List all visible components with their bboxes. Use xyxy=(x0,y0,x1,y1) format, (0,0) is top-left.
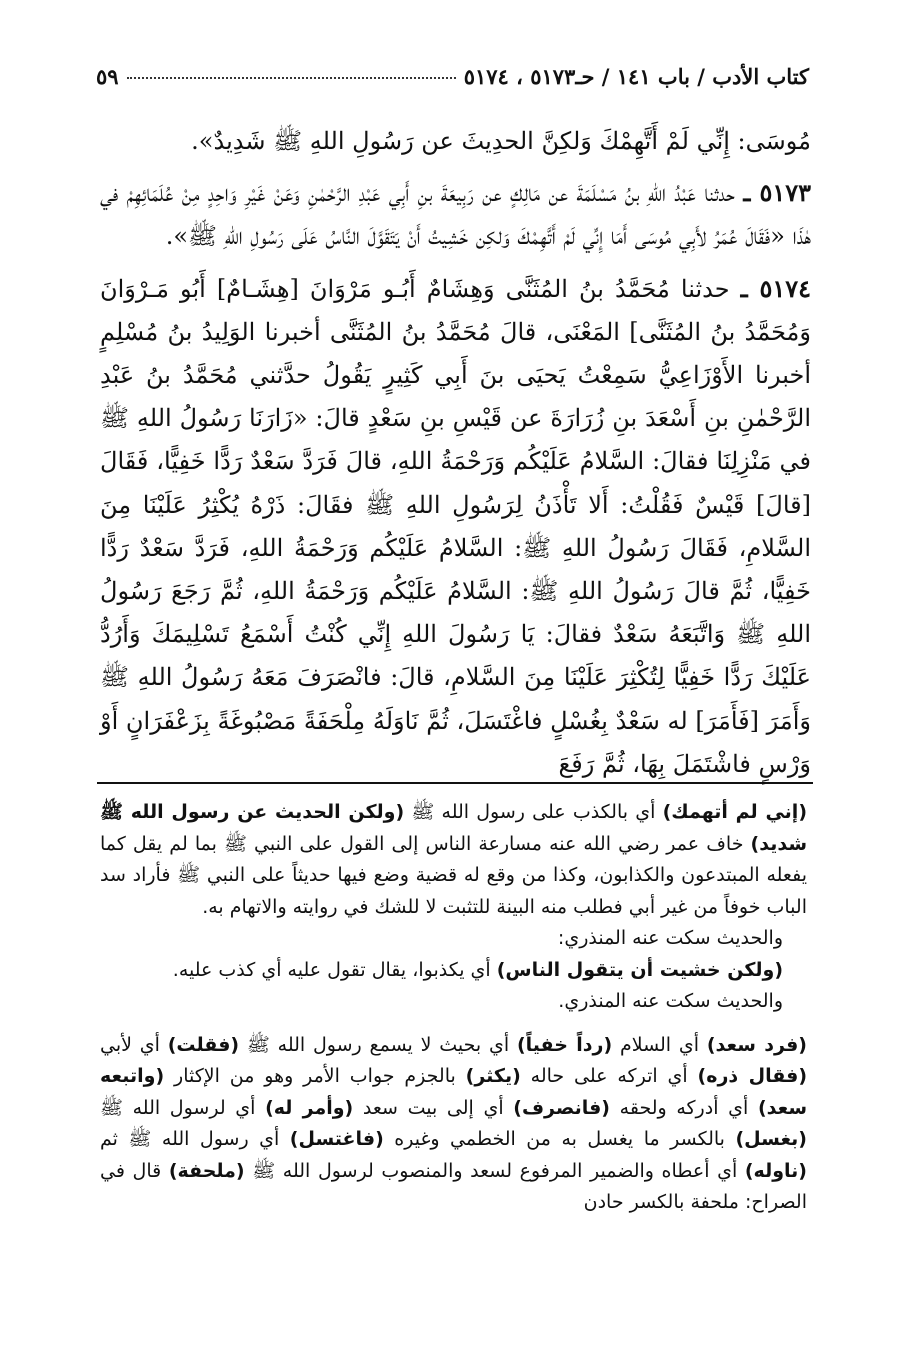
commentary-lemma: (ولكن الحديث عن رسول الله ﷺ شديد) xyxy=(100,801,807,855)
hadith-number: ٥١٧٤ ـ xyxy=(740,273,812,303)
commentary-lemma: (يكثر) xyxy=(465,1065,521,1087)
commentary-text: أي لرسول الله ﷺ xyxy=(100,1096,266,1119)
footnote-divider xyxy=(97,782,813,784)
commentary-lemma: (بغسل) xyxy=(735,1128,807,1150)
running-title: كتاب الأدب / باب ١٤١ / حـ٥١٧٣ ، ٥١٧٤ xyxy=(463,64,809,89)
commentary-paragraph xyxy=(100,797,807,923)
page-header xyxy=(96,64,809,100)
commentary-paragraph xyxy=(100,986,807,1018)
commentary-lemma: (إني لم أتهمك) xyxy=(662,801,808,823)
commentary-lemma: (رداً خفياً) xyxy=(516,1033,613,1056)
commentary-text: بالجزم جواب الأمر وهو من الإكثار xyxy=(164,1065,466,1087)
commentary-lemma: (فقال ذره) xyxy=(697,1065,807,1087)
commentary-text: أي لأبي xyxy=(100,1033,168,1056)
commentary-text: أي أدركه ولحقه xyxy=(610,1096,758,1119)
commentary-text: بالكسر ما يغسل به من الخطمي وغيره xyxy=(383,1128,736,1150)
commentary-lemma: (فاغتسل) xyxy=(289,1128,384,1150)
commentary-lemma: (وأمر له) xyxy=(265,1096,354,1119)
commentary-text: والحديث سكت عنه المنذري: xyxy=(557,927,783,949)
commentary-paragraph xyxy=(100,955,807,987)
commentary-text: أي رسول الله ﷺ ثم xyxy=(100,1128,290,1150)
commentary-text: أي بالكذب على رسول الله ﷺ xyxy=(404,801,663,823)
commentary-paragraph xyxy=(100,1030,807,1219)
commentary-text: خاف عمر رضي الله عنه مسارعة الناس إلى القول على النبي ﷺ بما لم يقل كما يفعله المبتدعون والكذابون، وكذا من وقع له قضية وضع فيها حديثاً على النبي ﷺ فأراد سد الباب خوفاً من غير أبي فطلب منه البينة للتثبت لا للشك في روايته والاتهام به. xyxy=(100,832,807,918)
header-dot-leader xyxy=(127,77,456,79)
commentary-text: أي بحيث لا يسمع رسول الله ﷺ xyxy=(239,1033,517,1056)
commentary-lemma: (فانصرف) xyxy=(513,1096,610,1119)
commentary-section xyxy=(100,797,807,1219)
commentary-lemma: (فرد سعد) xyxy=(706,1033,807,1056)
commentary-lemma: (ناوله) xyxy=(744,1159,807,1182)
commentary-text: أي إلى بيت سعد xyxy=(353,1096,514,1119)
commentary-text: قال في الصراح: ملحفة بالكسر حادن xyxy=(100,1159,807,1213)
commentary-text: أي يكذبوا، يقال تقول عليه أي كذب عليه. xyxy=(172,958,497,981)
commentary-text: أي السلام xyxy=(612,1033,707,1056)
commentary-text: أي أعطاه والضمير المرفوع لسعد والمنصوب لرسول الله ﷺ xyxy=(244,1159,745,1182)
hadith-paragraph xyxy=(100,267,811,786)
commentary-lemma: (ولكن خشيت أن يتقول الناس) xyxy=(496,958,783,981)
hadith-body: مُوسَى: إِنِّي لَمْ أَتَّهِمْكَ وَلكِنَّ الحدِيثَ عن رَسُولِ اللهِ ﷺ شَدِيدٌ». xyxy=(191,127,811,155)
hadith-body: حدثنا مُحَمَّدُ بنُ المُثَنَّى وَهِشَامٌ أَبُـو مَرْوَانَ [هِشَـامٌ] أَبُو مَـرْوَانَ وَمُحَمَّدُ بنُ المُثَنَّى] المَعْنَى، قالَ مُحَمَّدُ بنُ المُثَنَّى أخبرنا الوَلِيدُ بنُ مُسْلِمٍ أخبرنا الأَوْزَاعِيُّ سَمِعْتُ يَحيَى بنَ أَبِي كَثِيرٍ يَقُولُ حدَّثني مُحَمَّدُ بنُ عَبْدِ الرَّحْمٰنِ بنِ أَسْعَدَ بنِ زُرَارَةَ عن قَيْسِ بنِ سَعْدٍ قالَ: «زَارَنَا رَسُولُ اللهِ ﷺ في مَنْزِلِنَا فقالَ: السَّلامُ عَلَيْكُم وَرَحْمَةُ اللهِ، قالَ فَرَدَّ سَعْدٌ رَدًّا خَفِيًّا، فَقَالَ [قالَ] قَيْسٌ فَقُلْتُ: أَلا تَأْذَنُ لِرَسُولِ اللهِ ﷺ فقَالَ: ذَرْهُ يُكْثِرُ عَلَيْنَا مِنَ السَّلامِ، فَقَالَ رَسُولُ اللهِ ﷺ: السَّلامُ عَلَيْكُم وَرَحْمَةُ اللهِ، فَرَدَّ سَعْدٌ رَدًّا خَفِيًّا، ثُمَّ قالَ رَسُولُ اللهِ ﷺ: السَّلامُ عَلَيْكُم وَرَحْمَةُ اللهِ، ثُمَّ رَجَعَ رَسُولُ اللهِ ﷺ وَاتَّبَعَهُ سَعْدٌ فقالَ: يَا رَسُولَ اللهِ إِنِّي كُنْتُ أَسْمَعُ تَسْلِيمَكَ وَأَرُدُّ عَلَيْكَ رَدًّا خَفِيًّا لِتُكْثِرَ عَلَيْنَا مِنَ السَّلامِ، قالَ: فانْصَرَفَ مَعَهُ رَسُولُ اللهِ ﷺ وَأَمَرَ [فَأَمَرَ] له سَعْدٌ بِغُسْلٍ فاغْتَسَلَ، ثُمَّ نَاوَلَهُ مِلْحَفَةً مَصْبُوغَةً بِزَعْفَرَانٍ أَوْ وَرْسٍ فاشْتَمَلَ بِهَا، ثُمَّ رَفَعَ xyxy=(100,274,812,778)
commentary-lemma: (واتبعه سعد) xyxy=(100,1065,808,1119)
commentary-lemma: (فقلت) xyxy=(167,1033,240,1056)
commentary-text: والحديث سكت عنه المنذري. xyxy=(558,990,783,1012)
hadith-paragraph xyxy=(100,120,811,163)
page-number: ٥٩ xyxy=(96,64,119,89)
hadith-text xyxy=(100,120,811,786)
hadith-paragraph xyxy=(100,171,811,258)
commentary-paragraph xyxy=(100,923,807,955)
commentary-text: أي اتركه على حاله xyxy=(520,1065,698,1087)
commentary-lemma: (ملحفة) xyxy=(168,1159,245,1182)
hadith-body: حدثنا عَبْدُ اللهِ بنُ مَسْلَمَةَ عن مَالِكٍ عن رَبِيعَةَ بنِ أَبِي عَبْدِ الرَّحْمٰنِ وَعَنْ غَيْرِ وَاحِدٍ مِنْ عُلَمَائِهِمْ في هٰذَا «فَقَالَ عُمَرُ لأَبِي مُوسَى أَمَا إِنِّي لَمْ أَتَّهِمْكَ وَلكِن خَشِيتُ أَنْ يَتَقَوَّلَ النَّاسُ عَلَى رَسُولِ اللهِ ﷺ». xyxy=(100,179,811,251)
hadith-number: ٥١٧٣ ـ xyxy=(743,178,811,208)
